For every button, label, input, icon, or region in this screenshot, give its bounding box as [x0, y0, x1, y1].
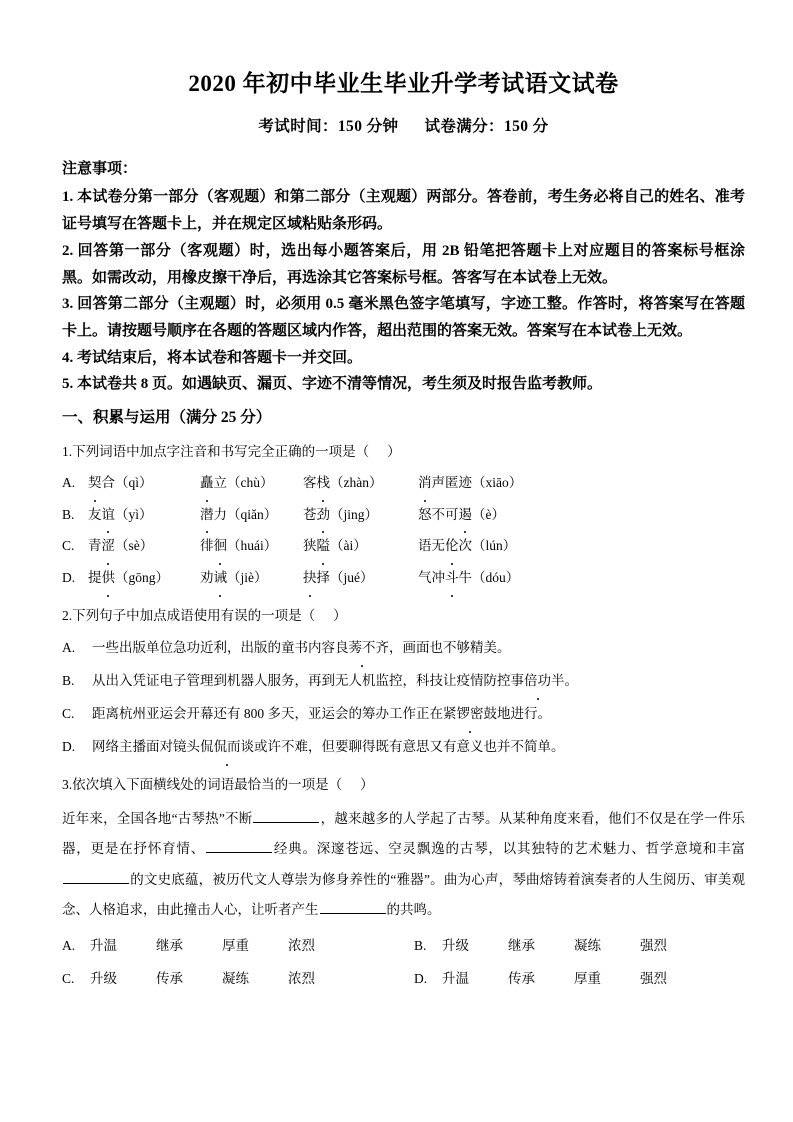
text-pre: 一些出版单位急功近利，出版的童书内容 [92, 639, 335, 655]
option-cell [200, 530, 303, 562]
cell-post: （è） [472, 506, 505, 522]
option-word: 升级 [442, 938, 469, 954]
option-letter: B. [62, 672, 75, 688]
question-1-stem-close: ） [387, 443, 401, 459]
notice-item: 4. 考试结束后，将本试卷和答题卡一并交回。 [62, 349, 363, 366]
option-row[interactable] [414, 962, 766, 995]
option-row[interactable] [62, 631, 745, 664]
passage-part: 近年来，全国各地“古琴热”不断 [62, 810, 253, 826]
option-row[interactable] [62, 929, 414, 962]
emphasis-dot-phrase: 事倍功半 [511, 664, 565, 697]
total-score-label: 试卷满分：150 分 [424, 118, 549, 136]
page-title: 2020 年初中毕业生毕业升学考试语文试卷 [188, 71, 619, 96]
option-word: 厚重 [222, 938, 249, 954]
fill-blank[interactable] [206, 839, 272, 853]
emphasis-dot-char: 契 [88, 467, 102, 499]
option-row[interactable] [62, 664, 745, 697]
option-letter: C. [62, 705, 75, 721]
text-post: ，画面也不够精美。 [389, 639, 511, 655]
option-word: 升温 [90, 938, 117, 954]
option-row[interactable] [62, 962, 414, 995]
emphasis-dot-char: 伦 [445, 530, 459, 562]
option-letter: D. [62, 738, 76, 754]
option-letter: A. [62, 938, 76, 954]
option-cell [418, 467, 522, 499]
cell-post: 力（qiǎn） [213, 506, 278, 522]
fill-blank[interactable] [320, 900, 386, 914]
cell-post: （gōng） [115, 569, 169, 585]
option-letter: A. [62, 639, 76, 655]
cell-pre: 提 [88, 569, 102, 585]
emphasis-dot-phrase: 良莠不齐 [335, 631, 389, 664]
question-1-stem [62, 440, 745, 465]
option-letter: D. [414, 971, 428, 987]
option-word: 凝练 [222, 971, 249, 987]
option-word: 继承 [508, 938, 535, 954]
text-pre: 网络主播面对镜头 [92, 738, 200, 754]
option-word: 传承 [508, 971, 535, 987]
option-word: 厚重 [574, 971, 601, 987]
cell-post: （ài） [330, 538, 367, 554]
emphasis-dot-char: 诫 [214, 562, 228, 594]
emphasis-dot-char: 谊 [102, 499, 116, 531]
exam-time-label: 考试时间：150 分钟 [258, 118, 399, 136]
notice-item: 5. 本试卷共 8 页。如遇缺页、漏页、字迹不清等情况，考生须及时报告监考教师。 [62, 376, 603, 393]
cell-pre: 客 [303, 474, 317, 490]
section-heading: 一、积累与运用（满分 25 分） [62, 408, 272, 426]
option-text [92, 697, 745, 730]
emphasis-dot-char: 涩 [102, 530, 116, 562]
question-3-stem [62, 773, 745, 798]
option-letter: C. [62, 538, 75, 554]
option-cell [303, 562, 418, 594]
emphasis-dot-char: 潜 [200, 499, 214, 531]
cell-post: 合（qì） [101, 474, 153, 490]
option-cell [88, 499, 200, 531]
notice-item: 2. 回答第一部分（客观题）时，选出每小题答案后，用 2B 铅笔把答题卡上对应题目的答案标号框涂黑。如需改动，用橡皮擦干净后，再选涂其它答案标号框。答客写在本试卷上无效。 [62, 242, 745, 286]
text-post: 地进行。 [497, 705, 551, 721]
question-3-stem-text: 3.依次填入下面横线处的词语最恰当的一项是（ [62, 776, 343, 792]
option-text [92, 730, 745, 763]
option-word: 传承 [156, 971, 183, 987]
cell-post: 立（chù） [213, 474, 274, 490]
option-word: 凝练 [574, 938, 601, 954]
option-word: 强烈 [640, 938, 667, 954]
cell-post: （sè） [115, 538, 154, 554]
option-cell [418, 530, 516, 562]
notice-section [62, 156, 745, 398]
cell-post: （jing） [330, 506, 379, 522]
option-letter: D. [62, 569, 76, 585]
option-row[interactable] [62, 499, 745, 531]
option-row[interactable] [62, 730, 745, 763]
emphasis-dot-char: 斗 [445, 562, 459, 594]
option-row[interactable] [62, 530, 745, 562]
option-cell [200, 562, 303, 594]
passage-part: 经典。深邃苍远、空灵飘逸的古琴，以其独特的艺术魅力、哲学意境和丰富 [273, 841, 746, 857]
option-cell [88, 467, 200, 499]
question-3-options [62, 929, 745, 995]
cell-pre: 怒不可 [418, 506, 459, 522]
option-letter: B. [414, 938, 427, 954]
option-word: 浓烈 [288, 938, 315, 954]
option-word: 强烈 [640, 971, 667, 987]
question-2-stem-close: ） [333, 607, 347, 623]
emphasis-dot-char: 徊 [214, 530, 228, 562]
text-pre: 从出入凭证电子管理到机器人服务，再到无人机监控，科技让疫情防控 [92, 672, 511, 688]
option-cell [200, 499, 303, 531]
option-cell [303, 467, 418, 499]
emphasis-dot-char: 矗 [200, 467, 214, 499]
fill-blank[interactable] [253, 809, 319, 823]
passage-part: ，越来越多的人学起了古琴。从某种角度来看，他们不仅是在学一件乐器，更是在抒怀育情、 [62, 810, 746, 857]
option-cell [200, 467, 303, 499]
passage-part: 的共鸣。 [386, 901, 441, 917]
text-post: 。 [564, 672, 578, 688]
text-pre: 距离杭州亚运会开幕还有 800 多天，亚运会的筹办工作正在 [92, 705, 443, 721]
option-word: 升级 [90, 971, 117, 987]
cell-post: （jiè） [227, 569, 268, 585]
cell-pre: 青 [88, 538, 102, 554]
notice-item: 3. 回答第二部分（主观题）时，必须用 0.5 毫米黑色签字笔填写，字迹工整。作答时，将答案写在答题卡上。请按题号顺序在各题的答题区域内作答，超出范围的答案无效。答案写在本试卷上无效。 [62, 296, 745, 339]
option-row[interactable] [62, 697, 745, 730]
cell-pre: 苍 [303, 506, 317, 522]
emphasis-dot-char: 栈 [317, 467, 331, 499]
option-cell [88, 562, 200, 594]
emphasis-dot-char: 隘 [317, 530, 331, 562]
emphasis-dot-phrase: 紧锣密鼓 [443, 697, 497, 730]
emphasis-dot-phrase: 侃侃而谈 [200, 730, 254, 763]
emphasis-dot-char: 消 [418, 467, 432, 499]
cell-post: 择（jué） [316, 569, 374, 585]
cell-pre: 气冲 [418, 569, 445, 585]
question-2-stem-text: 2.下列句子中加点成语使用有误的一项是（ [62, 607, 316, 623]
emphasis-dot-char: 劲 [317, 499, 331, 531]
question-2-stem [62, 604, 745, 629]
option-cell [418, 499, 505, 531]
option-letter: B. [62, 506, 75, 522]
option-cell [418, 562, 519, 594]
emphasis-dot-char: 供 [102, 562, 116, 594]
question-3-stem-close: ） [360, 776, 374, 792]
option-text [92, 631, 745, 664]
option-cell [303, 530, 418, 562]
cell-post: 次（lún） [458, 538, 517, 554]
emphasis-dot-char: 遏 [459, 499, 473, 531]
option-letter: A. [62, 474, 76, 490]
text-post: 或许不难，但要聊得既有意思又有意义也并不简单。 [254, 738, 565, 754]
exam-meta-line [62, 114, 745, 136]
question-1-stem-text: 1.下列词语中加点字注音和书写完全正确的一项是（ [62, 443, 370, 459]
option-row[interactable] [62, 467, 745, 499]
option-word: 升温 [442, 971, 469, 987]
question-3-passage [62, 804, 745, 926]
cell-post: （yì） [115, 506, 153, 522]
cell-pre: 劝 [200, 569, 214, 585]
option-word: 浓烈 [288, 971, 315, 987]
cell-pre: 狭 [303, 538, 317, 554]
option-pair-row [62, 962, 745, 995]
option-row[interactable] [62, 562, 745, 594]
cell-post: 牛（dóu） [458, 569, 520, 585]
cell-post: （huái） [227, 538, 278, 554]
fill-blank[interactable] [63, 870, 129, 884]
notice-item: 1. 本试卷分第一部分（客观题）和第二部分（主观题）两部分。答卷前，考生务必将自己的姓名、准考证号填写在答题卡上，并在规定区域粘贴条形码。 [62, 189, 745, 233]
option-cell [88, 530, 200, 562]
question-2-options [62, 631, 745, 763]
cell-post: （zhàn） [330, 474, 383, 490]
notice-heading: 注意事项： [62, 161, 138, 178]
option-text [92, 664, 745, 697]
passage-part: 的文史底蕴，被历代文人尊崇为修身养性的“雅器”。曲为心声，琴曲熔铸着演奏者的人生阅历、审美观念、人格追求，由此撞击人心，让听者产生 [62, 871, 745, 917]
cell-pre: 友 [88, 506, 102, 522]
emphasis-dot-char: 抉 [303, 562, 317, 594]
option-cell [303, 499, 418, 531]
cell-pre: 徘 [200, 538, 214, 554]
cell-post: 声匿迹（xiāo） [431, 474, 523, 490]
option-pair-row [62, 929, 745, 962]
option-word: 继承 [156, 938, 183, 954]
option-letter: C. [62, 971, 75, 987]
option-row[interactable] [414, 929, 766, 962]
question-1-options [62, 467, 745, 594]
cell-pre: 语无 [418, 538, 445, 554]
